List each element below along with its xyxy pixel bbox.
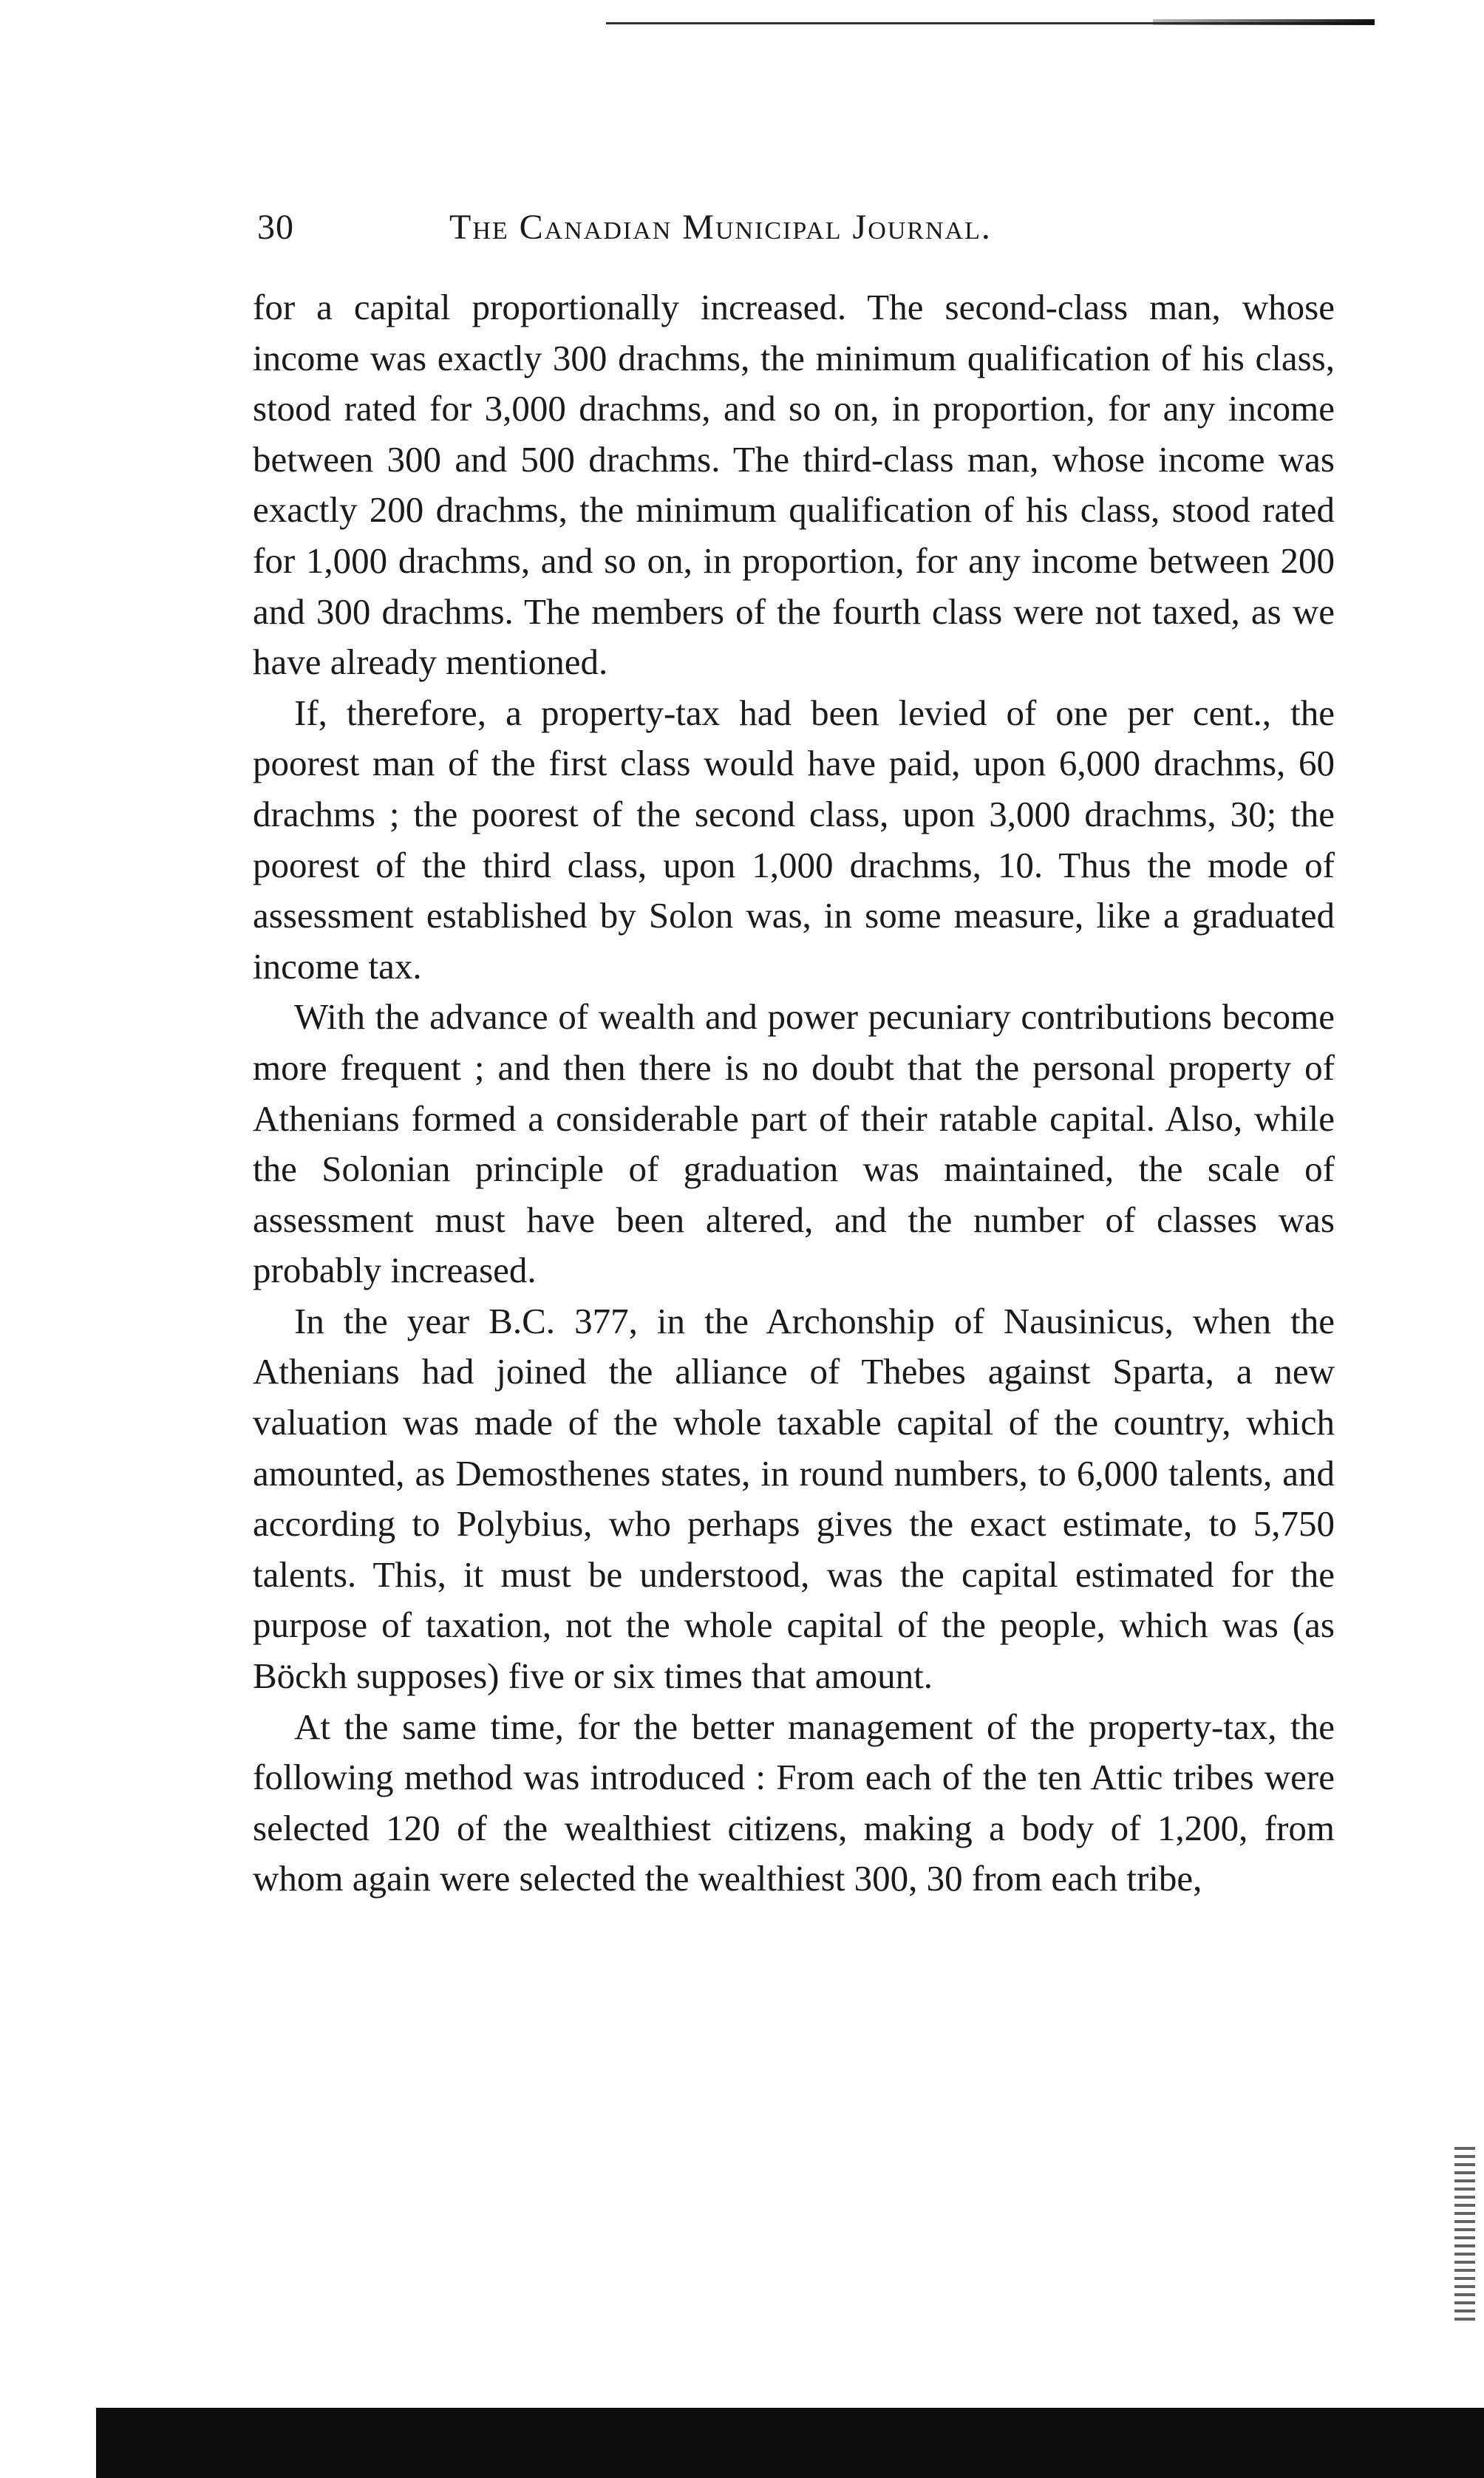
paragraph: In the year B.C. 377, in the Archonship of Nausinicus, when the Athenians had joined the alliance of Thebes against Sparta, a new valuation was made of the whole taxable capital of the country, which amounted, as Demosthenes states, in round numbers, to 6,000 talents, and according to Polybius, who perhaps gives the exact estimate, to 5,750 talents. This, it must be understood, was the capital estimated for the purpose of taxation, not the whole capital of the people, which was (as Böckh supposes) five or six times that amount. — [253, 1300, 1335, 1697]
body-text — [253, 282, 1335, 1905]
paragraph-continuation: for a capital proportionally increased. The second-class man, whose income was exactly 300 drachms, the minimum qualification of his class, stood rated for 3,000 drachms, and so on, in proportion, for any income between 300 and 500 drachms. The third-class man, whose income was exactly 200 drachms, the minimum qualification of his class, stood rated for 1,000 drachms, and so on, in proportion, for any income between 200 and 300 drachms. The members of the fourth class were not taxed, as we have already mentioned. — [253, 287, 1335, 683]
paragraph: At the same time, for the better management of the property-tax, the following method was introduced : From each of the ten Attic tribes were selected 120 of the wealthiest citizens, making a body of 1,200, from whom again were selected the wealthiest 300, 30 from each tribe, — [253, 1706, 1335, 1899]
page-number: 30 — [257, 208, 294, 247]
paragraph: With the advance of wealth and power pecuniary contributions become more frequent ; and then there is no doubt that the personal property of Athenians formed a considerable part of their ratable capital. Also, while the Solonian principle of graduation was maintained, the scale of assessment must have been altered, and the number of classes was probably increased. — [253, 996, 1335, 1291]
running-head — [257, 207, 1144, 259]
paragraph: If, therefore, a property-tax had been levied of one per cent., the poorest man of the first class would have paid, upon 6,000 drachms, 60 drachms ; the poorest of the second class, upon 3,000 drachms, 30; the poorest of the third class, upon 1,000 drachms, 10. Thus the mode of assessment established by Solon was, in some measure, like a graduated income tax. — [253, 692, 1335, 987]
scan-artifact-top-mark — [1153, 19, 1375, 25]
scan-artifact-edge-speckle — [1454, 2143, 1475, 2321]
scan-artifact-bottom-bar — [96, 2408, 1484, 2478]
journal-title: The Canadian Municipal Journal. — [449, 208, 992, 247]
